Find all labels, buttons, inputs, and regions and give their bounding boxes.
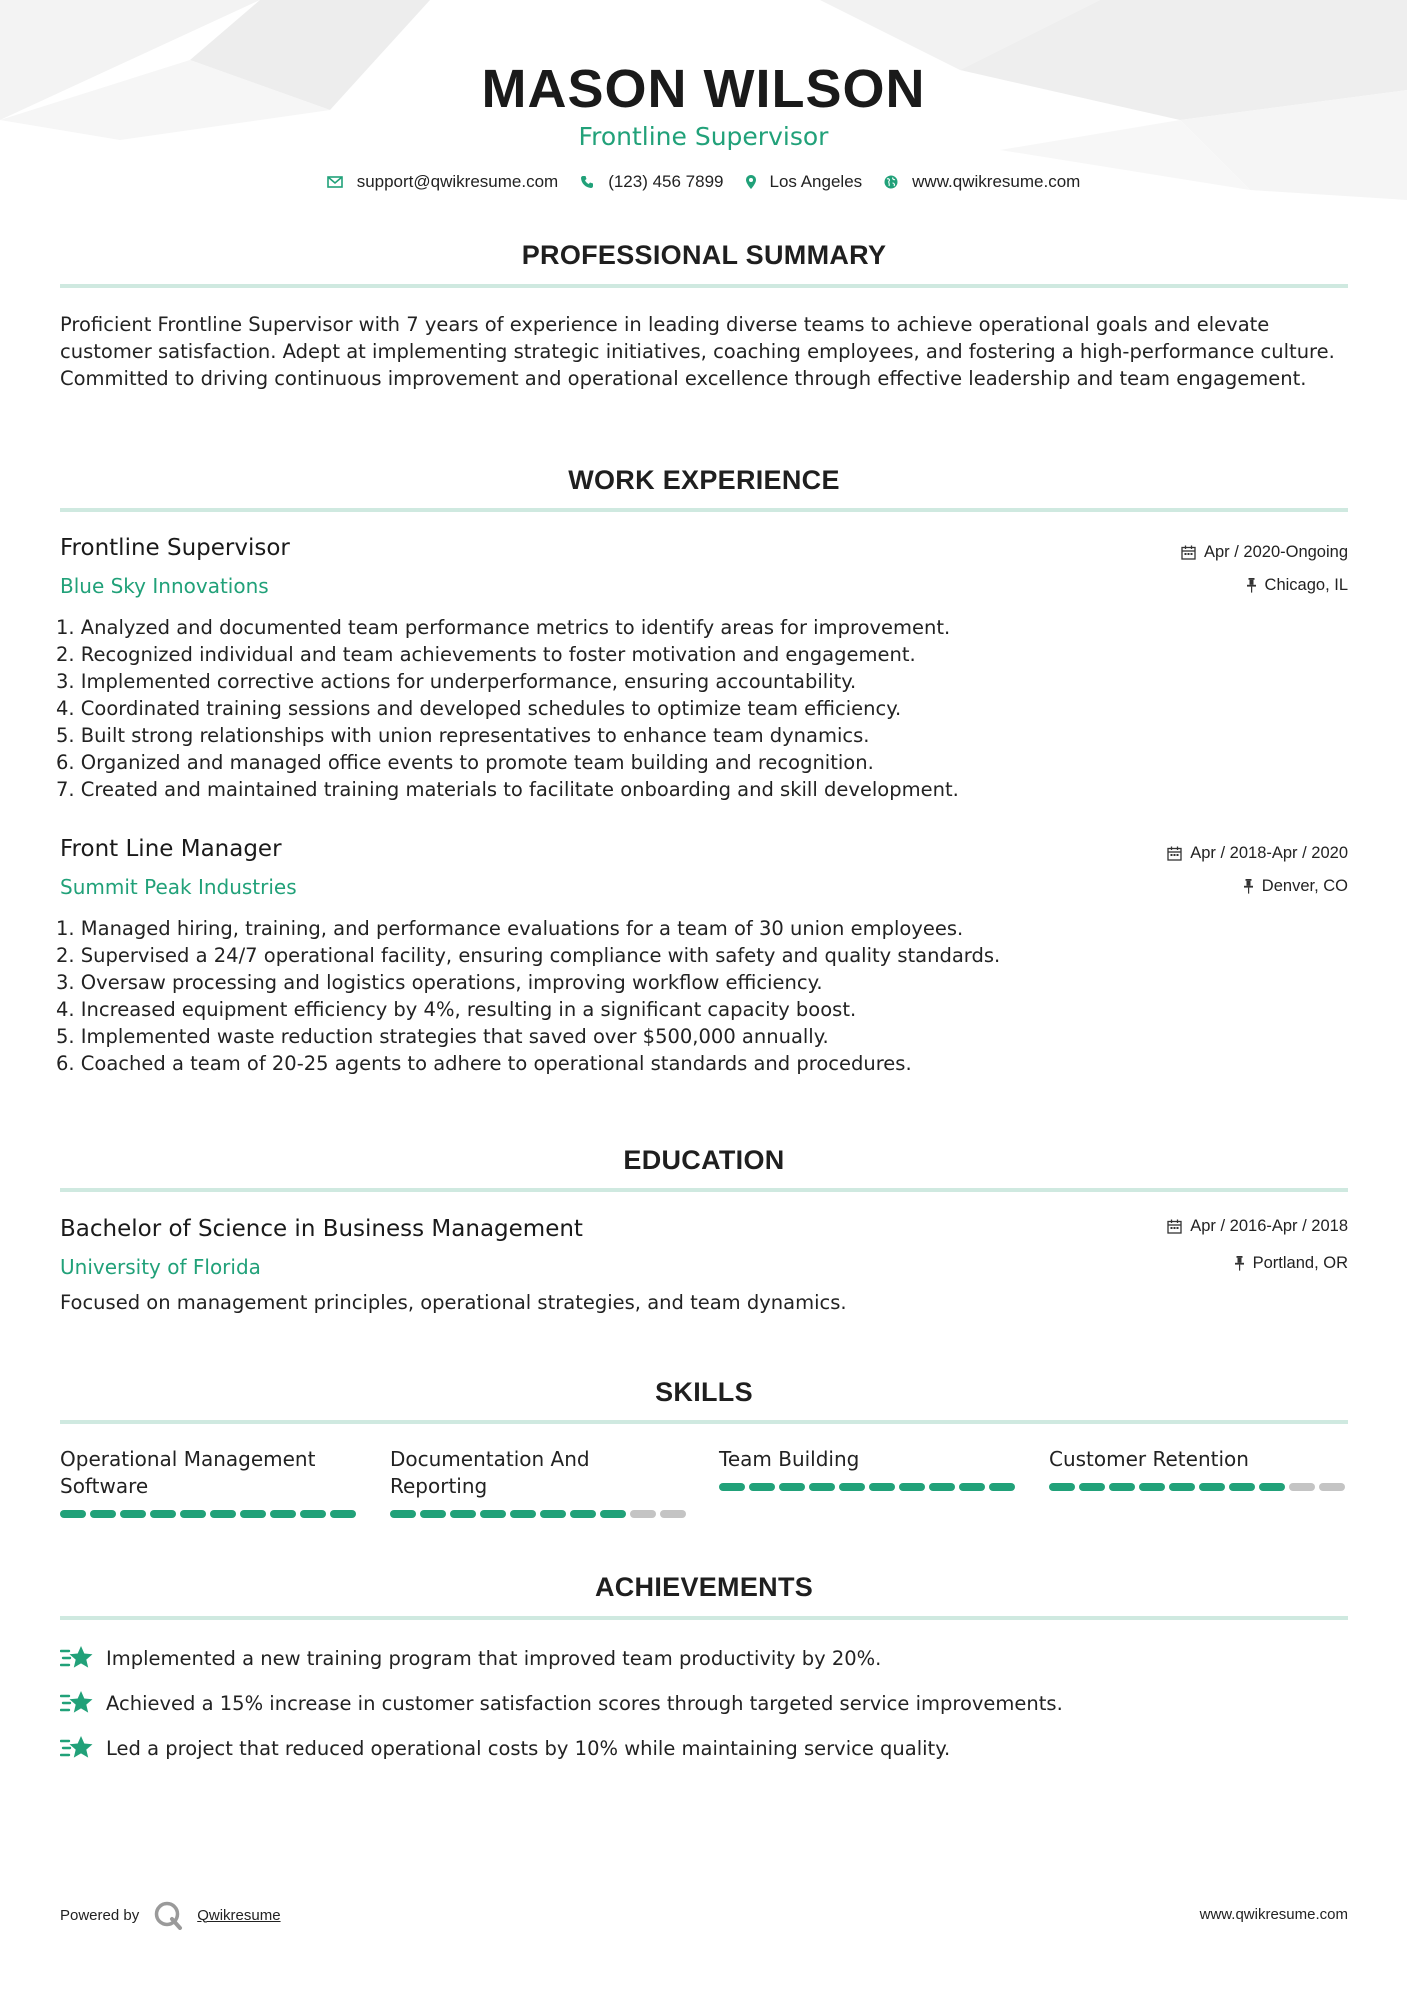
calendar-icon [1181,545,1196,560]
job-location [1243,877,1348,896]
job-bullets [56,614,1336,803]
skill-segment-filled [480,1510,506,1518]
skill-label-line1: Customer Retention [1049,1447,1249,1471]
achievement-text: Led a project that reduced operational costs by 10% while maintaining service quality. [106,1736,951,1760]
contact-phone[interactable] [580,172,723,192]
pushpin-icon [1246,578,1257,593]
skill-segment-filled [390,1510,416,1518]
job-company: Summit Peak Industries [60,875,297,899]
list-item: 3. Implemented corrective actions for underperformance, ensuring accountability. [56,670,857,693]
calendar-icon [1167,846,1182,861]
list-item [60,1690,1063,1716]
skill-segment-filled [510,1510,536,1518]
pushpin-icon [1243,879,1254,894]
skill-label-line1: Operational Management [60,1447,316,1471]
skill-segment-filled [719,1483,745,1491]
skill-segment-filled [839,1483,865,1491]
skill-segment-filled [1049,1483,1075,1491]
job-location-text: Denver, CO [1261,877,1348,895]
list-item [60,1735,950,1761]
skill-segment-filled [240,1510,266,1518]
skill-segment-filled [570,1510,596,1518]
skill-segment-filled [1229,1483,1255,1491]
star-icon [60,1735,94,1761]
contact-website[interactable] [884,172,1080,192]
education-dates [1167,1217,1348,1236]
education-school: University of Florida [60,1255,261,1279]
education-description: Focused on management principles, operational strategies, and team dynamics. [60,1291,847,1314]
achievement-text: Achieved a 15% increase in customer satisfaction scores through targeted service improvements. [106,1691,1063,1715]
skill-segment-filled [150,1510,176,1518]
skill-segment-filled [1109,1483,1135,1491]
job-dates [1167,844,1348,863]
skill-segment-filled [120,1510,146,1518]
skill-segment-filled [1259,1483,1285,1491]
phone-text: (123) 456 7899 [608,172,724,191]
star-icon [60,1690,94,1716]
globe-icon [884,175,898,189]
phone-icon [580,175,594,189]
skill-segment-filled [180,1510,206,1518]
skill-item [60,1446,360,1500]
summary-divider [60,284,1348,288]
list-item: 6. Coached a team of 20-25 agents to adhere to operational standards and procedures. [56,1052,912,1075]
envelope-icon [327,176,343,188]
skill-segment-filled [1199,1483,1225,1491]
skill-level-bar [390,1510,690,1518]
skill-item [719,1446,1019,1473]
qwikresume-logo-icon [153,1900,183,1930]
education-location-text: Portland, OR [1252,1254,1348,1272]
skill-segment-filled [450,1510,476,1518]
website-text: www.qwikresume.com [912,172,1081,191]
list-item: 3. Oversaw processing and logistics operations, improving workflow efficiency. [56,971,823,994]
pushpin-icon [1234,1256,1245,1271]
job-bullets [56,915,1336,1077]
list-item [60,1645,881,1671]
skill-segment-filled [929,1483,955,1491]
candidate-name: MASON WILSON [481,59,926,119]
summary-heading: PROFESSIONAL SUMMARY [521,240,887,270]
skill-label-line2: Software [60,1474,149,1498]
skills-heading: SKILLS [655,1377,753,1407]
skill-level-bar [60,1510,360,1518]
skill-item [1049,1446,1349,1473]
experience-divider [60,508,1348,512]
list-item: 1. Managed hiring, training, and performance evaluations for a team of 30 union employees. [56,917,964,940]
education-dates-text: Apr / 2016-Apr / 2018 [1190,1217,1348,1235]
powered-by-text: Powered by [60,1906,140,1924]
list-item: 5. Built strong relationships with union representatives to enhance team dynamics. [56,724,870,747]
skill-segment-filled [989,1483,1015,1491]
skill-item [390,1446,690,1500]
skill-segment-filled [899,1483,925,1491]
experience-heading: WORK EXPERIENCE [568,465,840,495]
contact-location [746,172,863,192]
list-item: 4. Coordinated training sessions and developed schedules to optimize team efficiency. [56,697,902,720]
list-item: 2. Recognized individual and team achievements to foster motivation and engagement. [56,643,916,666]
skill-segment-filled [1139,1483,1165,1491]
contact-bar [0,172,1407,192]
skill-label-line1: Documentation And [390,1447,590,1471]
list-item: 5. Implemented waste reduction strategies that saved over $500,000 annually. [56,1025,829,1048]
education-degree: Bachelor of Science in Business Management [60,1216,583,1242]
location-text: Los Angeles [769,172,863,191]
skill-segment-empty [1319,1483,1345,1491]
skill-segment-filled [300,1510,326,1518]
skill-segment-empty [1289,1483,1315,1491]
skill-segment-filled [1079,1483,1105,1491]
education-heading: EDUCATION [623,1145,785,1175]
job-title: Front Line Manager [60,836,282,862]
job-dates [1181,543,1348,562]
summary-text: Proficient Frontline Supervisor with 7 years of experience in leading diverse teams to achieve operational goals and elevate customer satisfaction. Adept at implementing strategic initiatives, coaching employees, and fostering a high-performance culture. Committed to driving continuous improvement and operational excellence through effective leadership and team engagement. [60,313,1335,390]
skill-segment-filled [210,1510,236,1518]
skill-segment-filled [809,1483,835,1491]
skills-divider [60,1420,1348,1424]
achievements-heading: ACHIEVEMENTS [594,1572,814,1602]
qwikresume-link[interactable]: Qwikresume [197,1906,281,1924]
footer-powered-by [60,1900,281,1930]
list-item: 2. Supervised a 24/7 operational facility, ensuring compliance with safety and quality standards. [56,944,1001,967]
map-pin-icon [746,175,756,189]
skill-segment-filled [90,1510,116,1518]
skill-segment-filled [540,1510,566,1518]
email-text: support@qwikresume.com [356,172,559,191]
skill-segment-empty [660,1510,686,1518]
skill-segment-empty [630,1510,656,1518]
list-item: 6. Organized and managed office events to promote team building and recognition. [56,751,874,774]
achievements-divider [60,1616,1348,1620]
footer-website-link[interactable]: www.qwikresume.com [1199,1906,1348,1923]
skill-segment-filled [779,1483,805,1491]
skill-segment-filled [1169,1483,1195,1491]
skill-segment-filled [959,1483,985,1491]
skill-segment-filled [60,1510,86,1518]
skill-label-line2: Reporting [390,1474,488,1498]
job-dates-text: Apr / 2018-Apr / 2020 [1190,844,1348,862]
skill-segment-filled [330,1510,356,1518]
job-company: Blue Sky Innovations [60,574,269,598]
job-location [1246,576,1348,595]
skill-segment-filled [749,1483,775,1491]
job-dates-text: Apr / 2020-Ongoing [1203,543,1348,561]
education-location [1234,1254,1348,1273]
calendar-icon [1167,1219,1182,1234]
list-item: 1. Analyzed and documented team performance metrics to identify areas for improvement. [56,616,951,639]
star-icon [60,1645,94,1671]
job-title: Frontline Supervisor [60,535,290,561]
achievement-text: Implemented a new training program that improved team productivity by 20%. [106,1646,882,1670]
skill-segment-filled [600,1510,626,1518]
candidate-title: Frontline Supervisor [578,122,829,151]
skill-segment-filled [869,1483,895,1491]
skill-level-bar [1049,1483,1349,1491]
contact-email[interactable] [327,172,559,192]
skill-label-line1: Team Building [719,1447,860,1471]
education-divider [60,1188,1348,1192]
job-location-text: Chicago, IL [1264,576,1348,594]
list-item: 4. Increased equipment efficiency by 4%, resulting in a significant capacity boost. [56,998,857,1021]
skill-segment-filled [420,1510,446,1518]
skill-segment-filled [270,1510,296,1518]
list-item: 7. Created and maintained training materials to facilitate onboarding and skill development. [56,778,959,801]
skill-level-bar [719,1483,1019,1491]
